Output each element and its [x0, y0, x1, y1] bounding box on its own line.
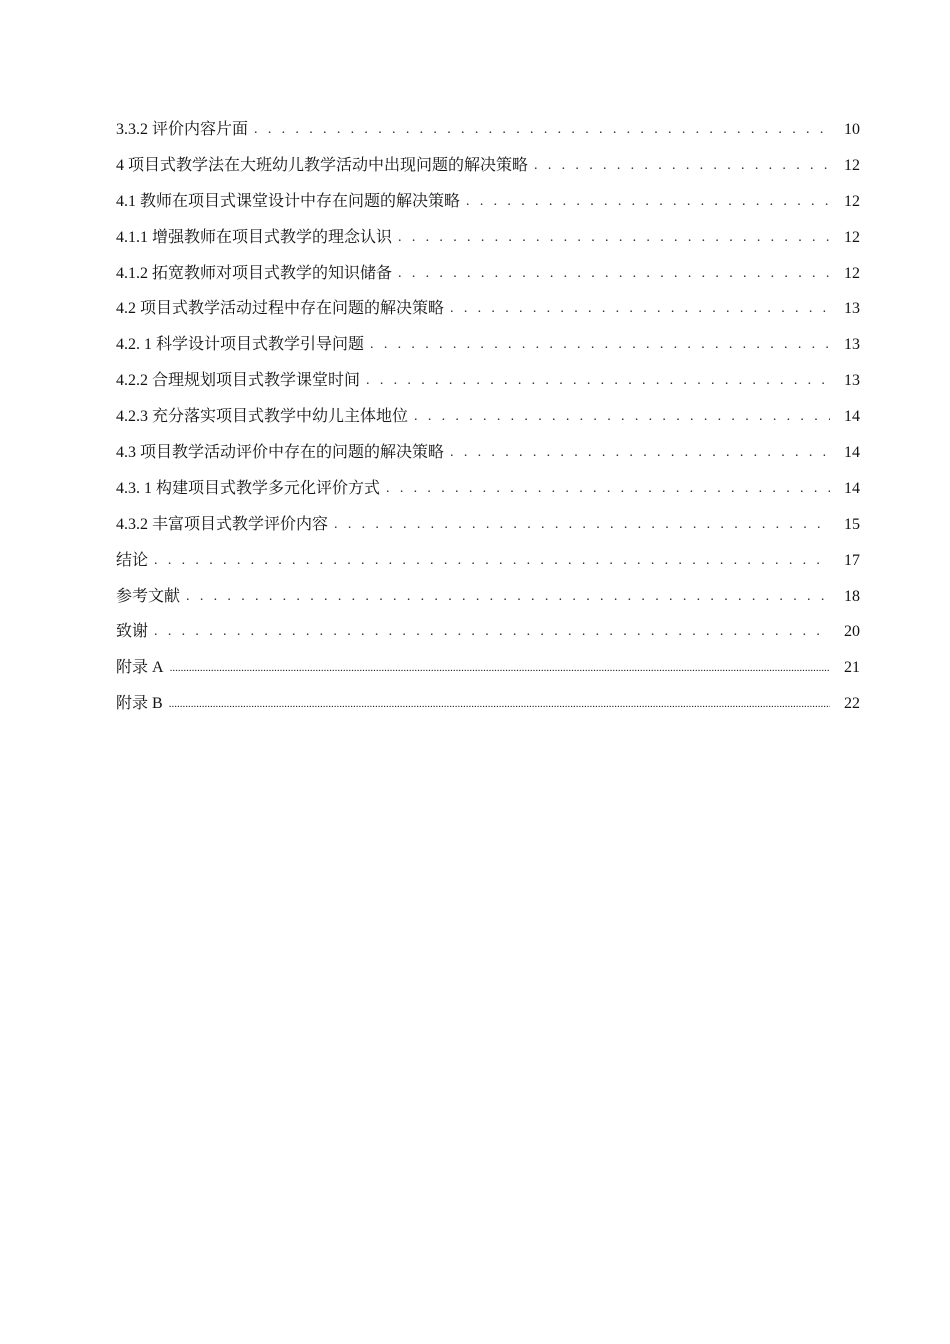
toc-dot-leader	[154, 622, 830, 642]
toc-entry-title: 3.3.2 评价内容片面	[116, 121, 249, 138]
toc-entry[interactable]	[116, 607, 860, 643]
toc-entry[interactable]	[116, 571, 860, 607]
toc-dot-leader	[186, 587, 830, 607]
toc-entry-page: 14	[844, 444, 860, 462]
toc-entry-title: 致谢	[116, 623, 149, 641]
toc-dot-leader	[398, 264, 830, 284]
toc-entry-title: 附录 B	[116, 695, 163, 713]
toc-entry-page: 15	[844, 515, 860, 533]
toc-entry[interactable]	[116, 463, 860, 499]
toc-entry-page: 13	[844, 300, 860, 318]
toc-entry-page: 12	[844, 192, 860, 210]
toc-entry-title: 4.2. 1 科学设计项目式教学引导问题	[116, 336, 365, 354]
toc-entry-page: 12	[844, 156, 860, 174]
toc-entry-page: 18	[844, 587, 860, 605]
toc-entry-page: 20	[844, 623, 860, 641]
toc-entry-title: 4 项目式教学法在大班幼儿教学活动中出现问题的解决策略	[116, 156, 529, 174]
toc-entry-page: 10	[844, 121, 860, 138]
toc-entry-title: 4.3.2 丰富项目式教学评价内容	[116, 515, 329, 533]
toc-entry-title: 4.1.1 增强教师在项目式教学的理念认识	[116, 228, 393, 246]
toc-entry-title: 结论	[116, 551, 149, 569]
toc-dot-leader	[154, 551, 830, 571]
toc-entry-title: 参考文献	[116, 587, 181, 605]
toc-entry[interactable]	[116, 642, 860, 678]
toc-entry[interactable]	[116, 140, 860, 176]
toc-entry-title: 4.2.2 合理规划项目式教学课堂时间	[116, 372, 361, 390]
toc-entry[interactable]	[116, 284, 860, 320]
toc-entry[interactable]	[116, 355, 860, 391]
toc-entry-title: 4.2.3 充分落实项目式教学中幼儿主体地位	[116, 408, 409, 426]
toc-entry[interactable]	[116, 176, 860, 212]
toc-entry[interactable]	[116, 391, 860, 427]
toc-dot-leader	[414, 407, 830, 427]
toc-entry-title: 4.3 项目教学活动评价中存在的问题的解决策略	[116, 444, 445, 462]
toc-entry-page: 12	[844, 228, 860, 246]
toc-dot-leader	[169, 694, 830, 714]
toc-entry-page: 13	[844, 372, 860, 390]
toc-entry-page: 17	[844, 551, 860, 569]
toc-dot-leader	[386, 479, 830, 499]
toc-dot-leader	[534, 156, 830, 176]
toc-entry[interactable]	[116, 499, 860, 535]
toc-dot-leader	[254, 120, 830, 140]
toc-entry-title: 4.1.2 拓宽教师对项目式教学的知识储备	[116, 264, 393, 282]
toc-entry-title: 4.3. 1 构建项目式教学多元化评价方式	[116, 479, 381, 497]
toc-dot-leader	[450, 443, 830, 463]
toc-entry-title: 4.2 项目式教学活动过程中存在问题的解决策略	[116, 300, 445, 318]
toc-entry-page: 14	[844, 408, 860, 426]
toc-entry[interactable]	[116, 248, 860, 284]
toc-entry[interactable]	[116, 535, 860, 571]
toc-dot-leader	[366, 371, 830, 391]
toc-entry-page: 14	[844, 479, 860, 497]
toc-entry[interactable]	[116, 427, 860, 463]
toc-entry-page: 22	[844, 695, 860, 713]
toc-entry-title: 附录 A	[116, 659, 164, 677]
toc-dot-leader	[170, 658, 830, 678]
toc-entry[interactable]	[116, 112, 860, 140]
toc-entry-title: 4.1 教师在项目式课堂设计中存在问题的解决策略	[116, 192, 461, 210]
toc-dot-leader	[450, 299, 830, 319]
table-of-contents	[116, 112, 860, 714]
toc-entry[interactable]	[116, 212, 860, 248]
toc-entry-page: 21	[844, 659, 860, 677]
toc-entry[interactable]	[116, 319, 860, 355]
toc-entry[interactable]	[116, 678, 860, 714]
toc-dot-leader	[370, 335, 830, 355]
toc-dot-leader	[334, 515, 830, 535]
toc-entry-page: 12	[844, 264, 860, 282]
toc-dot-leader	[466, 192, 830, 212]
toc-entry-page: 13	[844, 336, 860, 354]
toc-dot-leader	[398, 228, 830, 248]
